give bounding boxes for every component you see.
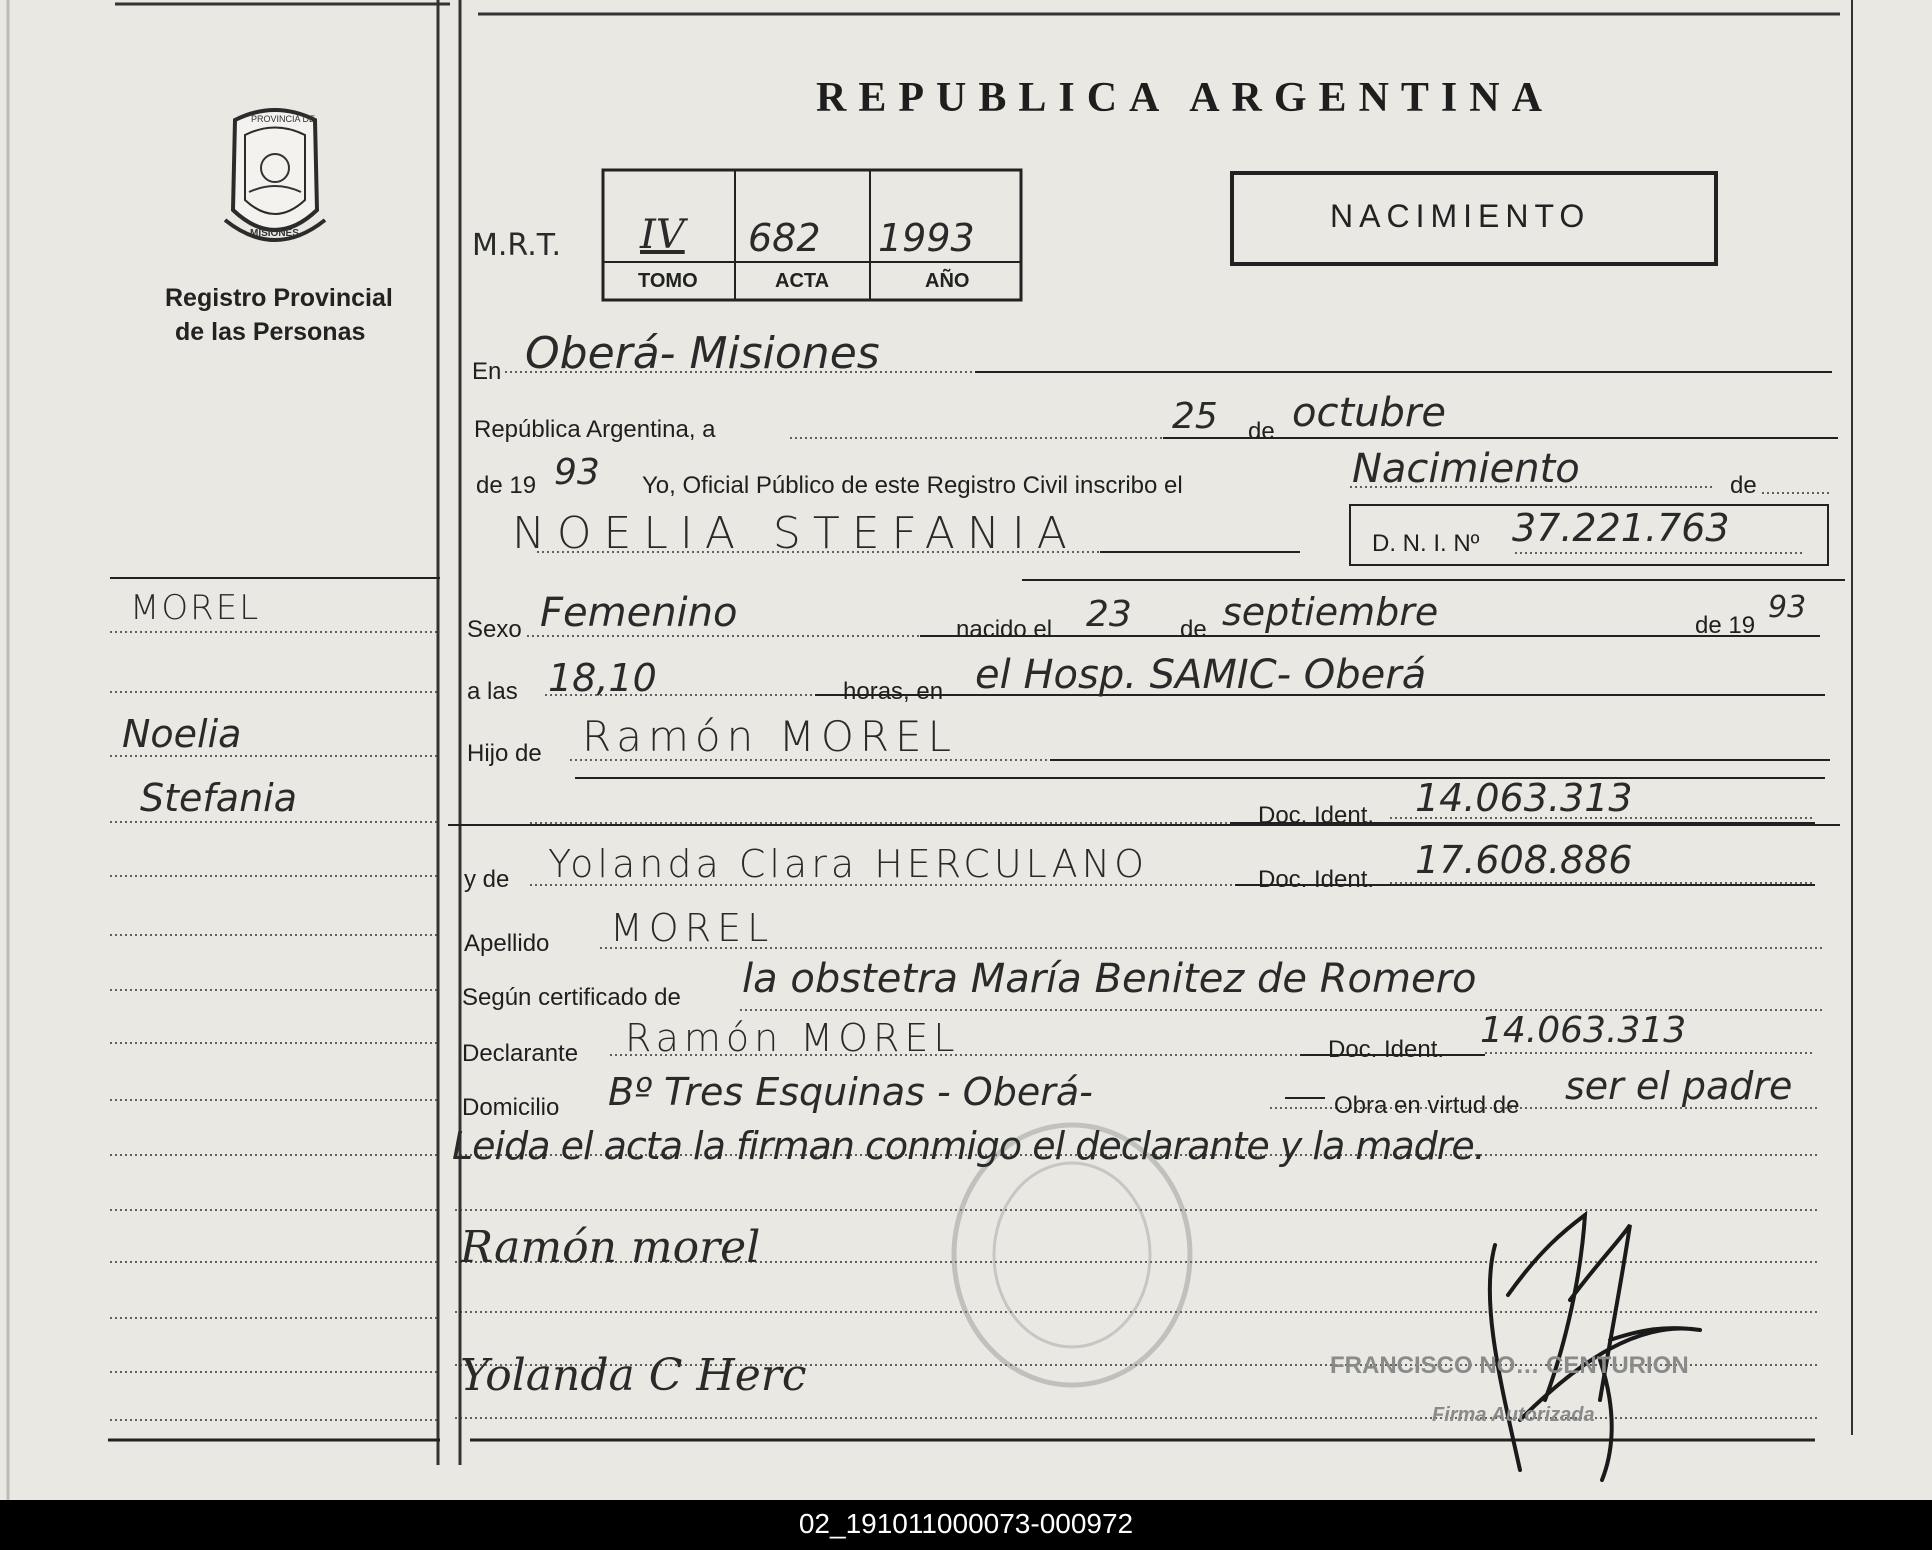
leida-text: Leida el acta la firman conmigo el declarante y la madre. [452, 1124, 1485, 1168]
mother-signature: Yolanda C Herc [460, 1350, 807, 1401]
birth-month-value: septiembre [1222, 590, 1439, 634]
sexo-value: Femenino [540, 590, 738, 636]
mother-doc-value: 17.608.886 [1415, 838, 1633, 882]
official-stamp-role: Firma Autorizada [1432, 1404, 1595, 1426]
declarante-doc-value: 14.063.313 [1480, 1010, 1687, 1051]
father-value: Ramón MOREL [582, 712, 957, 761]
declarante-label: Declarante [462, 1040, 579, 1067]
obra-label: Obra en virtud de [1334, 1092, 1520, 1119]
horas-label: horas, en [843, 678, 944, 705]
mother-value: Yolanda Clara HERCULANO [548, 842, 1149, 886]
hijo-label: Hijo de [467, 740, 542, 767]
apellido-value: MOREL [610, 906, 775, 950]
day-value: 25 [1172, 396, 1218, 437]
file-id: 02_191011000073-000972 [798, 1508, 1134, 1539]
country-title: REPUBLICA ARGENTINA [816, 75, 1554, 121]
doc-ident-label-3: Doc. Ident. [1328, 1036, 1445, 1063]
event-value: Nacimiento [1352, 446, 1580, 492]
de-label-3: de [1180, 616, 1207, 643]
margin-name1: Noelia [122, 712, 242, 756]
seal-text-bottom: MISIONES [250, 228, 299, 239]
segun-label: Según certificado de [462, 984, 681, 1011]
place-value: Oberá- Misiones [525, 328, 880, 379]
certificado-value: la obstetra María Benitez de Romero [742, 956, 1477, 1002]
month-value: octubre [1292, 390, 1446, 436]
birth-place-value: el Hosp. SAMIC- Oberá [975, 652, 1427, 698]
de19-label: de 19 [476, 472, 537, 499]
doc-ident-label-2: Doc. Ident. [1258, 866, 1375, 893]
anio-value: 1993 [878, 216, 975, 260]
file-id-bar [0, 1500, 1932, 1550]
birth-day-value: 23 [1086, 594, 1132, 635]
doc-ident-label-1: Doc. Ident. [1258, 802, 1375, 829]
seal-text-top: PROVINCIA DE [251, 114, 316, 124]
declarante-value: Ramón MOREL [625, 1016, 960, 1060]
anio-caption: AÑO [925, 270, 970, 292]
dni-label: D. N. I. Nº [1372, 530, 1480, 557]
nacido-label: nacido el [956, 616, 1053, 643]
de-label-1: de [1248, 418, 1275, 445]
margin-name2: Stefania [140, 776, 297, 820]
acta-caption: ACTA [775, 270, 830, 292]
apellido-label: Apellido [464, 930, 550, 957]
birth-year-suffix-value: 93 [1768, 590, 1807, 625]
obra-value: ser el padre [1565, 1064, 1793, 1108]
de-label-2: de [1730, 472, 1757, 499]
father-doc-value: 14.063.313 [1415, 776, 1633, 820]
republica-label: República Argentina, a [474, 416, 716, 443]
year-suffix-value: 93 [554, 452, 600, 493]
tomo-caption: TOMO [638, 270, 698, 292]
acta-value: 682 [748, 216, 821, 260]
mrt-label: M.R.T. [472, 228, 562, 263]
registry-name-line2: de las Personas [175, 318, 366, 346]
domicilio-label: Domicilio [462, 1094, 560, 1121]
time-value: 18,10 [548, 656, 657, 700]
margin-surname: MOREL [130, 588, 261, 628]
tomo-value: IV [640, 212, 685, 258]
domicilio-value: Bº Tres Esquinas - Oberá- [608, 1070, 1093, 1114]
registry-name-line1: Registro Provincial [165, 284, 393, 312]
a-las-label: a las [467, 678, 518, 705]
official-stamp-name: FRANCISCO NO… CENTURION [1330, 1352, 1689, 1379]
dni-value: 37.221.763 [1512, 506, 1730, 550]
de19-label-2: de 19 [1695, 612, 1756, 639]
yde-label: y de [464, 866, 510, 893]
act-type-box-label: NACIMIENTO [1330, 198, 1591, 234]
sexo-label: Sexo [467, 616, 522, 643]
child-name-value: NOELIA STEFANIA [512, 508, 1079, 559]
inscribe-label: Yo, Oficial Público de este Registro Civil inscribo el [642, 472, 1183, 499]
father-signature: Ramón morel [460, 1222, 761, 1273]
province-seal [205, 100, 345, 260]
en-label: En [472, 358, 502, 385]
